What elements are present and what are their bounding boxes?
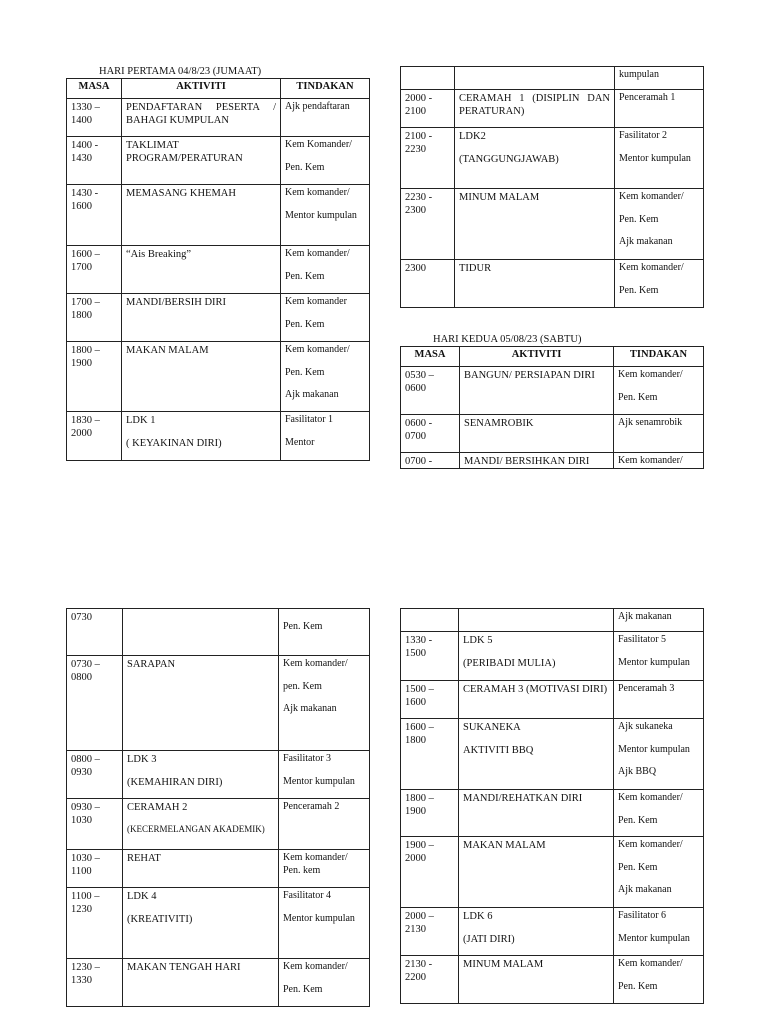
masa-text: 1100 — [71, 866, 92, 878]
masa-text: 1400 - — [71, 140, 99, 151]
masa-cell — [401, 837, 459, 908]
masa-cell — [401, 415, 460, 453]
aktiviti-text: (KECERMELANGAN AKADEMIK) — [127, 824, 265, 835]
masa-cell — [401, 609, 459, 632]
masa-cell — [401, 719, 459, 790]
masa-cell — [401, 790, 459, 837]
masa-text: 1330 – — [71, 102, 100, 113]
tindakan-cell — [614, 908, 704, 956]
masa-text: 2100 — [405, 106, 426, 118]
masa-cell — [67, 888, 123, 959]
table-row — [67, 137, 370, 185]
table-row — [401, 67, 704, 90]
aktiviti-cell — [459, 790, 614, 837]
day2-caption: HARI KEDUA 05/08/23 (SABTU) — [433, 334, 582, 345]
table-row — [67, 888, 370, 959]
masa-cell — [67, 412, 122, 461]
tindakan-cell — [614, 367, 704, 415]
tindakan-text: Fasilitator 5 — [618, 634, 667, 645]
masa-cell — [401, 260, 455, 308]
tindakan-cell — [281, 99, 370, 137]
tindakan-text: Mentor kumpulan — [619, 152, 691, 164]
masa-text: 0530 – — [405, 370, 434, 381]
masa-text: 0730 – — [71, 659, 100, 670]
tindakan-cell — [279, 751, 370, 799]
tindakan-cell — [614, 719, 704, 790]
masa-cell — [401, 128, 455, 189]
tindakan-cell — [281, 137, 370, 185]
tindakan-cell — [615, 189, 704, 260]
tindakan-cell — [614, 681, 704, 719]
aktiviti-text: TIDUR — [459, 263, 492, 274]
masa-text: 0700 — [405, 431, 426, 443]
masa-text: 0930 — [71, 767, 92, 779]
tindakan-text: Pen. Kem — [285, 270, 325, 282]
tindakan-cell — [279, 656, 370, 751]
aktiviti-cell — [123, 751, 279, 799]
table-row — [401, 128, 704, 189]
aktiviti-cell — [455, 67, 615, 90]
day1-caption: HARI PERTAMA 04/8/23 (JUMAAT) — [99, 66, 262, 77]
tindakan-cell — [281, 246, 370, 294]
aktiviti-cell — [459, 609, 614, 632]
masa-cell — [401, 67, 455, 90]
masa-text: 1800 — [71, 310, 92, 322]
masa-text: 0600 — [405, 383, 426, 395]
aktiviti-text: MANDI/BERSIH DIRI — [126, 297, 227, 308]
masa-text: 1800 – — [71, 345, 100, 356]
header-tindakan: TINDAKAN — [281, 79, 370, 99]
aktiviti-text: (PERIBADI MULIA) — [463, 658, 556, 670]
tindakan-text: Kem komander/ — [619, 262, 684, 273]
table-row — [401, 260, 704, 308]
masa-text: 0800 — [71, 672, 92, 684]
aktiviti-text: BANGUN/ PERSIAPAN DIRI — [464, 370, 595, 381]
masa-text: 1600 – — [405, 722, 434, 733]
masa-text: 1600 — [71, 201, 92, 213]
tindakan-text: Penceramah 2 — [283, 801, 340, 812]
masa-text: 1500 – — [405, 684, 434, 695]
tindakan-text: Ajk makanan — [618, 884, 672, 895]
masa-text: 2230 — [405, 144, 426, 156]
aktiviti-cell — [123, 609, 279, 656]
table-row — [67, 850, 370, 888]
table-row — [401, 956, 704, 1004]
aktiviti-cell — [460, 453, 614, 469]
aktiviti-cell — [123, 799, 279, 850]
masa-text: 1800 – — [405, 793, 434, 804]
tindakan-cell — [279, 850, 370, 888]
tindakan-cell — [281, 185, 370, 246]
tindakan-text: Pen. Kem — [618, 814, 658, 826]
masa-text: 2230 - — [405, 192, 433, 203]
tindakan-text: Pen. Kem — [619, 213, 659, 225]
masa-text: 0600 - — [405, 418, 433, 429]
masa-text: 1100 – — [71, 891, 100, 902]
tindakan-cell — [614, 453, 704, 469]
masa-text: 0930 – — [71, 802, 100, 813]
tindakan-text: Pen. Kem — [285, 161, 325, 173]
table-row — [67, 656, 370, 751]
tindakan-text: Mentor kumpulan — [283, 912, 355, 924]
tindakan-text: Fasilitator 2 — [619, 130, 668, 141]
masa-cell — [67, 609, 123, 656]
tindakan-cell — [614, 415, 704, 453]
table-row — [67, 799, 370, 850]
aktiviti-cell — [122, 246, 281, 294]
header-aktiviti: AKTIVITI — [122, 79, 281, 99]
tindakan-text: Kem Komander/ — [285, 139, 352, 150]
masa-text: 1900 — [71, 358, 92, 370]
masa-text: 1900 – — [405, 840, 434, 851]
masa-cell — [67, 799, 123, 850]
aktiviti-cell — [123, 850, 279, 888]
table-row — [401, 415, 704, 453]
aktiviti-cell — [122, 294, 281, 342]
masa-text: 2200 — [405, 972, 426, 984]
tindakan-cell — [614, 632, 704, 681]
table-row — [401, 837, 704, 908]
tindakan-text: Pen. Kem — [618, 980, 658, 992]
tindakan-cell — [615, 90, 704, 128]
tindakan-text: Ajk BBQ — [618, 766, 657, 777]
tindakan-text: Mentor kumpulan — [283, 775, 355, 787]
aktiviti-cell — [122, 412, 281, 461]
aktiviti-text: LDK 3 — [127, 754, 157, 765]
masa-text: 1600 – — [71, 249, 100, 260]
aktiviti-cell — [455, 260, 615, 308]
tindakan-cell — [615, 128, 704, 189]
tindakan-text: Ajk makanan — [619, 236, 673, 247]
tindakan-cell — [614, 609, 704, 632]
tindakan-text: Kem komander/ — [618, 792, 683, 803]
table-row — [67, 959, 370, 1007]
aktiviti-cell — [455, 189, 615, 260]
aktiviti-text: LDK 1 — [126, 415, 156, 426]
masa-text: 1030 — [71, 815, 92, 827]
table-row — [401, 609, 704, 632]
masa-cell — [401, 453, 460, 469]
masa-text: 0730 — [71, 612, 92, 623]
masa-text: 1430 - — [71, 188, 99, 199]
tindakan-text: Kem komander/ — [283, 658, 348, 669]
masa-cell — [67, 99, 122, 137]
aktiviti-text: (KREATIVITI) — [127, 914, 193, 926]
masa-text: 2000 – — [405, 911, 434, 922]
masa-text: 2300 — [405, 205, 426, 217]
aktiviti-text: CERAMAH 1 (DISIPLIN DAN PERATURAN) — [459, 93, 610, 118]
aktiviti-text: MANDI/ BERSIHKAN DIRI — [464, 456, 590, 467]
aktiviti-text: ( KEYAKINAN DIRI) — [126, 438, 222, 450]
aktiviti-cell — [459, 908, 614, 956]
tindakan-cell — [615, 260, 704, 308]
aktiviti-cell — [459, 681, 614, 719]
tindakan-text: Kem komander/ — [285, 187, 350, 198]
aktiviti-text: REHAT — [127, 853, 161, 864]
aktiviti-text: AKTIVITI BBQ — [463, 745, 534, 757]
table-row — [401, 367, 704, 415]
tindakan-text: Pen. Kem — [618, 861, 658, 873]
masa-cell — [401, 90, 455, 128]
aktiviti-text: CERAMAH 2 — [127, 802, 188, 813]
aktiviti-text: LDK 6 — [463, 911, 493, 922]
tindakan-text: Kem komander — [285, 296, 347, 307]
header-masa: MASA — [67, 79, 122, 99]
aktiviti-cell — [122, 137, 281, 185]
day2-continued-table — [66, 608, 370, 1007]
header-aktiviti: AKTIVITI — [460, 347, 614, 367]
table-row — [401, 90, 704, 128]
aktiviti-text: MINUM MALAM — [459, 192, 540, 203]
tindakan-text: Kem komander/ — [618, 455, 683, 466]
tindakan-cell — [281, 294, 370, 342]
tindakan-text: Kem komander/ — [619, 191, 684, 202]
tindakan-text: Kem komander/ — [618, 839, 683, 850]
aktiviti-text: LDK2 — [459, 131, 486, 142]
masa-text: 1500 — [405, 648, 426, 660]
masa-cell — [401, 956, 459, 1004]
tindakan-cell — [279, 959, 370, 1007]
table-row — [401, 790, 704, 837]
tindakan-text: Pen. Kem — [285, 318, 325, 330]
aktiviti-text: (KEMAHIRAN DIRI) — [127, 777, 223, 789]
tindakan-cell — [281, 412, 370, 461]
table-row — [401, 681, 704, 719]
masa-text: 1330 — [71, 975, 92, 987]
masa-text: 1230 – — [71, 962, 100, 973]
aktiviti-text: (TANGGUNGJAWAB) — [459, 154, 559, 166]
tindakan-text: Penceramah 1 — [619, 92, 676, 103]
aktiviti-text: MINUM MALAM — [463, 959, 544, 970]
tindakan-text: Mentor kumpulan — [618, 932, 690, 944]
table-row — [401, 189, 704, 260]
aktiviti-cell — [122, 185, 281, 246]
tindakan-text: Mentor kumpulan — [618, 656, 690, 668]
header-masa: MASA — [401, 347, 460, 367]
aktiviti-text: MAKAN MALAM — [126, 345, 209, 356]
day2-schedule-table — [400, 346, 704, 469]
tindakan-text: Pen. Kem — [285, 366, 325, 378]
masa-cell — [67, 656, 123, 751]
aktiviti-text: CERAMAH 3 (MOTIVASI DIRI) — [463, 684, 608, 695]
tindakan-text: Ajk makanan — [283, 703, 337, 714]
masa-cell — [67, 342, 122, 412]
tindakan-cell — [279, 888, 370, 959]
masa-text: 1900 — [405, 806, 426, 818]
tindakan-text: Pen. Kem — [283, 621, 323, 632]
tindakan-text: Kem komander/ — [285, 344, 350, 355]
masa-text: 1600 — [405, 697, 426, 709]
tindakan-text: Ajk pendaftaran — [285, 101, 350, 112]
aktiviti-text: MANDI/REHATKAN DIRI — [463, 793, 583, 804]
masa-text: 1830 – — [71, 415, 100, 426]
aktiviti-text: (JATI DIRI) — [463, 934, 515, 946]
masa-text: 1030 – — [71, 853, 100, 864]
aktiviti-cell — [455, 128, 615, 189]
tindakan-cell — [614, 956, 704, 1004]
day1-continued-table — [400, 66, 704, 308]
masa-text: 1230 — [71, 904, 92, 916]
day2-continued-table-2 — [400, 608, 704, 1004]
day1-schedule-table — [66, 78, 370, 461]
masa-cell — [67, 294, 122, 342]
aktiviti-text: TAKLIMAT PROGRAM/PERATURAN — [126, 140, 243, 165]
tindakan-text: Kem komander/ Pen. kem — [283, 852, 348, 876]
masa-text: 1430 — [71, 153, 92, 165]
tindakan-text: Kem komander/ — [618, 958, 683, 969]
table-row — [401, 632, 704, 681]
tindakan-text: kumpulan — [619, 69, 659, 80]
table-row — [67, 412, 370, 461]
masa-cell — [401, 189, 455, 260]
tindakan-text: Ajk makanan — [618, 611, 672, 622]
aktiviti-cell — [123, 959, 279, 1007]
masa-cell — [401, 681, 459, 719]
tindakan-text: Fasilitator 6 — [618, 910, 667, 921]
masa-text: 0800 – — [71, 754, 100, 765]
tindakan-text: Ajk makanan — [285, 389, 339, 400]
aktiviti-cell — [459, 956, 614, 1004]
aktiviti-cell — [460, 415, 614, 453]
aktiviti-cell — [459, 632, 614, 681]
tindakan-text: Kem komander/ — [283, 961, 348, 972]
aktiviti-text: SENAMROBIK — [464, 418, 534, 429]
tindakan-cell — [279, 799, 370, 850]
masa-cell — [67, 751, 123, 799]
aktiviti-cell — [123, 656, 279, 751]
table-row — [67, 99, 370, 137]
aktiviti-cell — [122, 99, 281, 137]
masa-text: 2100 - — [405, 131, 433, 142]
aktiviti-text: MAKAN MALAM — [463, 840, 546, 851]
tindakan-text: Pen. Kem — [283, 983, 323, 995]
masa-text: 1700 — [71, 262, 92, 274]
tindakan-text: Kem komander/ — [618, 369, 683, 380]
table-row — [401, 908, 704, 956]
masa-cell — [67, 850, 123, 888]
aktiviti-cell — [459, 719, 614, 790]
tindakan-text: Penceramah 3 — [618, 683, 675, 694]
header-tindakan: TINDAKAN — [614, 347, 704, 367]
masa-cell — [67, 185, 122, 246]
masa-text: 2130 — [405, 924, 426, 936]
aktiviti-text: MEMASANG KHEMAH — [126, 188, 236, 199]
table-row — [67, 246, 370, 294]
aktiviti-cell — [460, 367, 614, 415]
aktiviti-cell — [459, 837, 614, 908]
table-row — [67, 294, 370, 342]
aktiviti-text: SARAPAN — [127, 659, 176, 670]
tindakan-text: Pen. Kem — [619, 284, 659, 296]
tindakan-text: Mentor kumpulan — [618, 743, 690, 755]
aktiviti-text: SUKANEKA — [463, 722, 521, 733]
tindakan-text: pen. Kem — [283, 680, 322, 692]
tindakan-text: Mentor kumpulan — [285, 209, 357, 221]
tindakan-cell — [614, 790, 704, 837]
tindakan-text: Ajk senamrobik — [618, 417, 683, 428]
masa-text: 1330 - — [405, 635, 433, 646]
masa-text: 2130 - — [405, 959, 433, 970]
masa-text: 1400 — [71, 115, 92, 127]
masa-cell — [401, 367, 460, 415]
masa-cell — [67, 246, 122, 294]
tindakan-text: Fasilitator 4 — [283, 890, 332, 901]
aktiviti-text: “Ais Breaking” — [126, 249, 192, 260]
tindakan-text: Mentor — [285, 436, 315, 448]
aktiviti-cell — [455, 90, 615, 128]
tindakan-text: Fasilitator 1 — [285, 414, 334, 425]
masa-text: 2000 — [71, 428, 92, 440]
table-row — [401, 719, 704, 790]
masa-cell — [67, 137, 122, 185]
masa-text: 1700 – — [71, 297, 100, 308]
tindakan-text: Ajk sukaneka — [618, 721, 673, 732]
tindakan-text: Pen. Kem — [618, 391, 658, 403]
masa-text: 2300 — [405, 263, 426, 274]
tindakan-cell — [279, 609, 370, 656]
masa-text: 0700 - — [405, 456, 433, 467]
aktiviti-cell — [123, 888, 279, 959]
aktiviti-text: MAKAN TENGAH HARI — [127, 962, 241, 973]
table-row — [67, 609, 370, 656]
tindakan-cell — [615, 67, 704, 90]
masa-cell — [67, 959, 123, 1007]
aktiviti-cell — [122, 342, 281, 412]
masa-cell — [401, 632, 459, 681]
tindakan-text: Kem komander/ — [285, 248, 350, 259]
masa-cell — [401, 908, 459, 956]
table-row — [67, 185, 370, 246]
masa-text: 2000 - — [405, 93, 433, 104]
masa-text: 1800 — [405, 735, 426, 747]
aktiviti-text: PENDAFTARAN PESERTA / BAHAGI KUMPULAN — [126, 102, 276, 127]
aktiviti-text: LDK 5 — [463, 635, 493, 646]
tindakan-text: Fasilitator 3 — [283, 753, 332, 764]
tindakan-cell — [281, 342, 370, 412]
masa-text: 2000 — [405, 853, 426, 865]
aktiviti-text: LDK 4 — [127, 891, 157, 902]
table-row — [401, 453, 704, 469]
table-row — [67, 751, 370, 799]
tindakan-cell — [614, 837, 704, 908]
table-row — [67, 342, 370, 412]
